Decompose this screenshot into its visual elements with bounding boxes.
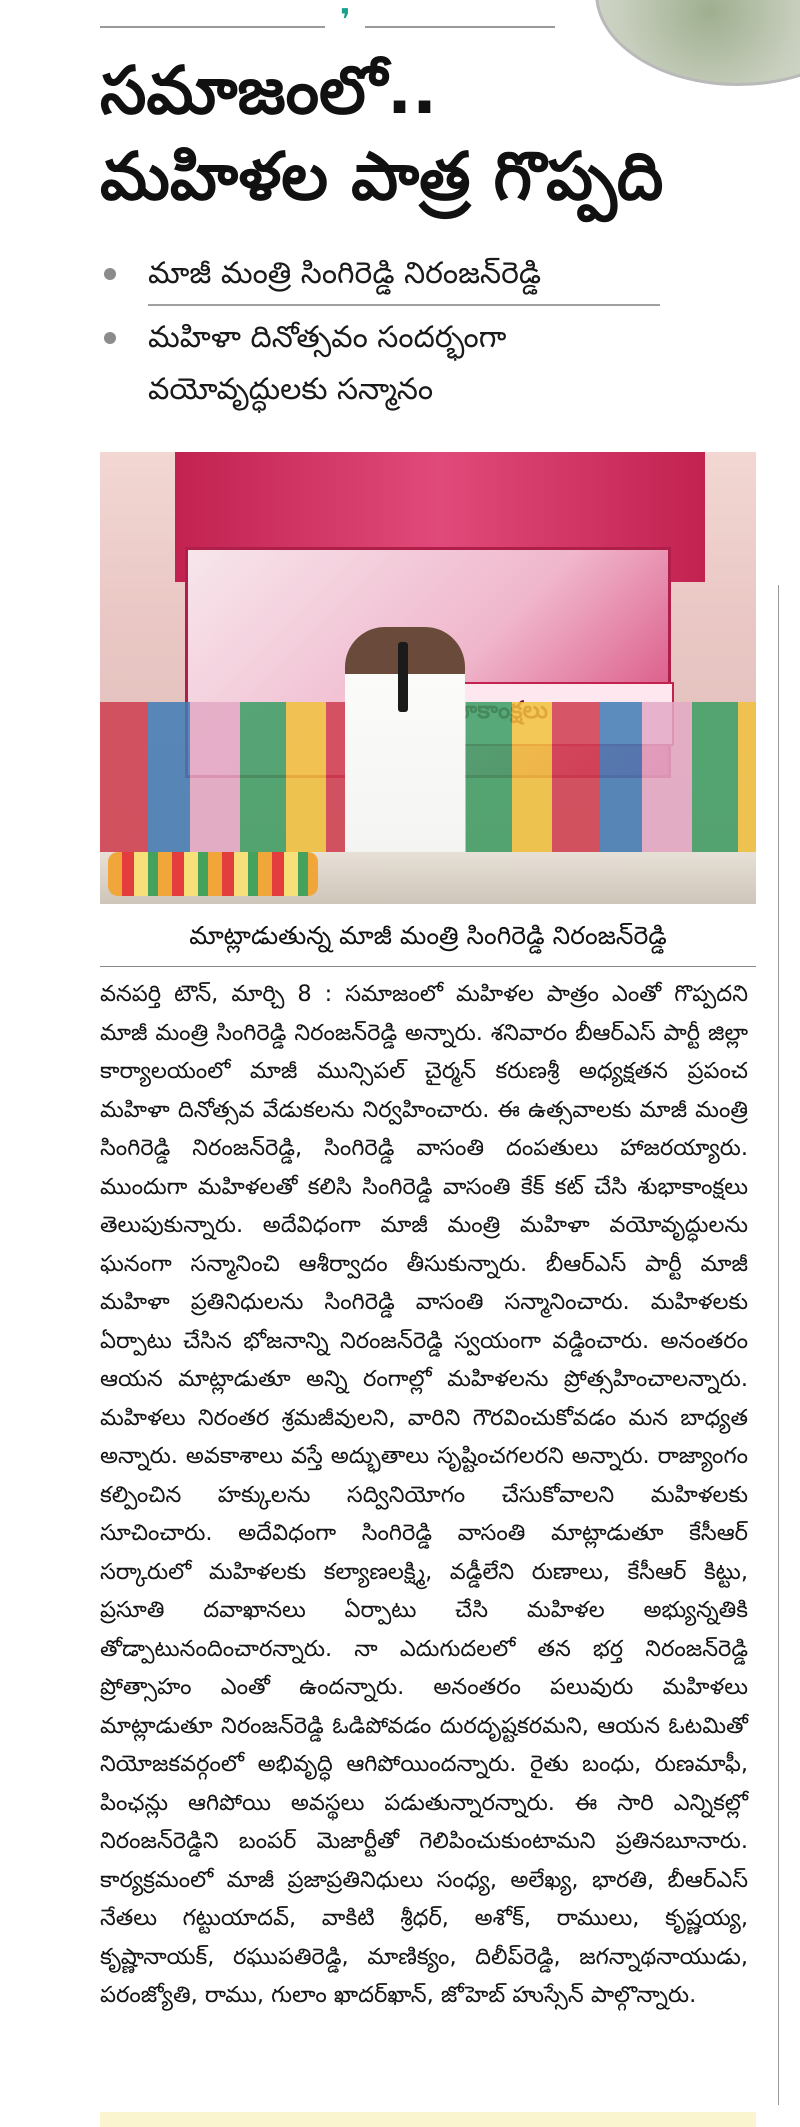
bullet-dot-icon — [104, 268, 116, 280]
top-rule-right — [365, 26, 555, 28]
photo-flowers — [108, 852, 318, 896]
bottom-band — [100, 2112, 756, 2127]
event-photo — [100, 452, 756, 904]
bullet-text: మాజీ మంత్రి సింగిరెడ్డి నిరంజన్‌రెడ్డి — [148, 256, 542, 291]
column-rule — [778, 585, 779, 2105]
bullet-divider — [148, 304, 660, 306]
bullet-item — [100, 248, 660, 300]
caption-divider — [100, 966, 756, 967]
summary-bullets — [100, 248, 660, 416]
headline — [100, 48, 780, 220]
comma-ornament-icon: ❜ — [340, 3, 351, 38]
headline-line-2: మహిళల పాత్ర గొప్పది — [100, 138, 664, 215]
bullet-dot-icon — [104, 332, 116, 344]
bullet-text: మహిళా దినోత్సవం సందర్భంగా వయోవృద్ధులకు సన్మానం — [148, 320, 507, 407]
microphone-icon — [398, 642, 408, 712]
top-rule-left — [100, 26, 325, 28]
article-body: వనపర్తి టౌన్, మార్చి 8 : సమాజంలో మహిళల పాత్రం ఎంతో గొప్పదని మాజీ మంత్రి సింగిరెడ్డి నిరంజన్‌రెడ్డి అన్నారు. శనివారం బీఆర్ఎస్ పార్టీ జిల్లా కార్యాలయంలో మాజీ మున్సిపల్ చైర్మన్ కరుణశ్రీ అధ్యక్షతన ప్రపంచ మహిళా దినోత్సవ వేడుకలను నిర్వహించారు. ఈ ఉత్సవాలకు మాజీ మంత్రి సింగిరెడ్డి నిరంజన్‌రెడ్డి, సింగిరెడ్డి వాసంతి దంపతులు హాజరయ్యారు. ముందుగా మహిళలతో కలిసి సింగిరెడ్డి వాసంతి కేక్ కట్ చేసి శుభాకాంక్షలు తెలుపుకున్నారు. అదేవిధంగా మాజీ మంత్రి మహిళా వయోవృద్ధులను ఘనంగా సన్మానించి ఆశీర్వాదం తీసుకున్నారు. బీఆర్ఎస్ పార్టీ మాజీ మహిళా ప్రతినిధులను సింగిరెడ్డి వాసంతి సన్మానించారు. మహిళలకు ఏర్పాటు చేసిన భోజనాన్ని నిరంజన్‌రెడ్డి స్వయంగా వడ్డించారు. అనంతరం ఆయన మాట్లాడుతూ అన్ని రంగాల్లో మహిళలను ప్రోత్సహించాలన్నారు. మహిళలు నిరంతర శ్రమజీవులని, వారిని గౌరవించుకోవడం మన బాధ్యత అన్నారు. అవకాశాలు వస్తే అద్భుతాలు సృష్టించగలరని అన్నారు. రాజ్యాంగం కల్పించిన హక్కులను సద్వినియోగం చేసుకోవాలని మహిళలకు సూచించారు. అదేవిధంగా సింగిరెడ్డి వాసంతి మాట్లాడుతూ కేసీఆర్ సర్కారులో మహిళలకు కల్యాణలక్ష్మి, వడ్డీలేని రుణాలు, కేసీఆర్ కిట్టు, ప్రసూతి దవాఖానలు ఏర్పాటు చేసి మహిళల అభ్యున్నతికి తోడ్పాటునందించారన్నారు. నా ఎదుగుదలలో తన భర్త నిరంజన్‌రెడ్డి ప్రోత్సాహం ఎంతో ఉందన్నారు. అనంతరం పలువురు మహిళలు మాట్లాడుతూ నిరంజన్‌రెడ్డి ఓడిపోవడం దురదృష్టకరమని, ఆయన ఓటమితో నియోజకవర్గంలో అభివృద్ధి ఆగిపోయిందన్నారు. రైతు బంధు, రుణమాఫీ, పింఛన్లు ఆగిపోయి అవస్థలు పడుతున్నారన్నారు. ఈ సారి ఎన్నికల్లో నిరంజన్‌రెడ్డిని బంపర్ మెజార్టీతో గెలిపించుకుంటామని ప్రతినబూనారు. కార్యక్రమంలో మాజీ ప్రజాప్రతినిధులు సంధ్య, అలేఖ్య, భారతి, బీఆర్ఎస్ నేతలు గట్టుయాదవ్, వాకిటి శ్రీధర్, అశోక్, రాములు, కృష్ణయ్య, కృష్ణానాయక్, రఘుపతిరెడ్డి, మాణిక్యం, దిలీప్‌రెడ్డి, జగన్నాథనాయుడు, పరంజ్యోతి, రాము, గులాం ఖాదర్‌ఖాన్, జోహెబ్ హుస్సేన్ పాల్గొన్నారు. — [100, 981, 748, 2008]
photo-caption: మాట్లాడుతున్న మాజీ మంత్రి సింగిరెడ్డి నిరంజన్‌రెడ్డి — [189, 921, 667, 950]
headline-line-1: సమాజంలో.. — [100, 52, 438, 129]
bullet-item — [100, 312, 660, 416]
